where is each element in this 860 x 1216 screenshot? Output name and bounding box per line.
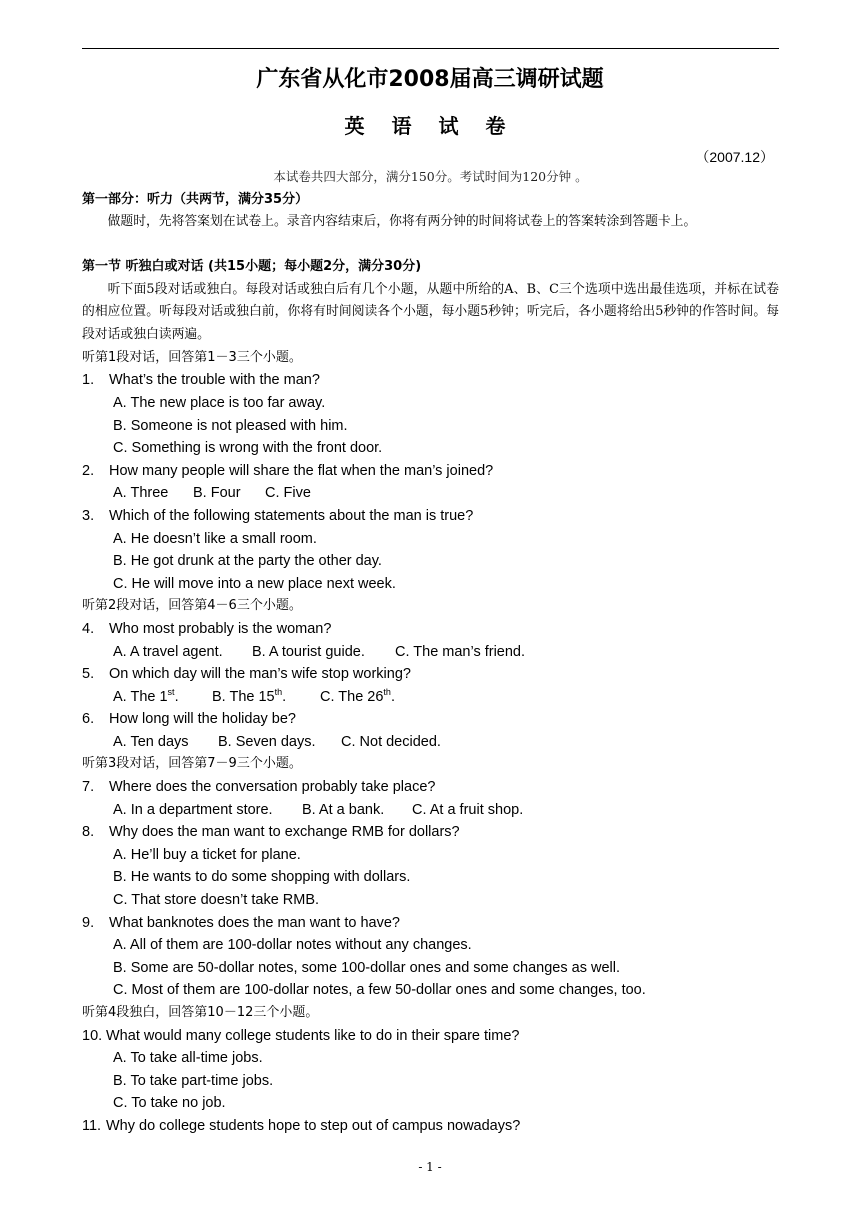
exam-date: （2007.12） [695,149,774,165]
options-row [82,641,779,664]
header-rule [82,48,779,49]
question-5 [82,663,779,686]
page-title: 广东省从化市2008届高三调研试题 [256,67,604,92]
question-7 [82,776,779,799]
option-c: C. Five [265,485,311,502]
option-b: B. He got drunk at the party the other day. [113,553,382,570]
question-text: Where does the conversation probably take place? [109,779,436,796]
question-number: 7. [82,779,95,796]
group-heading-1: 听第1段对话，回答第1－3三个小题。 [82,349,302,365]
option-b: B. At a bank. [302,801,385,818]
question-number: 8. [82,824,95,841]
option-a: A. The 1st. [113,686,179,705]
question-number: 6. [82,711,95,728]
exam-body [82,166,779,1138]
question-number: 11. [82,1117,102,1134]
question-text: Why do college students hope to step out of campus nowadays? [106,1117,521,1134]
option-b: B. Four [193,485,241,502]
group-heading-2: 听第2段对话，回答第4－6三个小题。 [82,598,302,614]
option-a: A. To take all-time jobs. [113,1050,263,1067]
option-c: C. To take no job. [113,1095,226,1112]
option-a: A. He’ll buy a ticket for plane. [113,846,301,863]
question-number: 5. [82,666,95,683]
question-number: 3. [82,507,95,524]
option-b: B. He wants to do some shopping with dollars. [113,869,411,886]
page-number: - 1 - [418,1160,442,1174]
question-8 [82,821,779,844]
option-b: B. To take part-time jobs. [113,1072,274,1089]
question-3 [82,505,779,528]
option-c: C. The 26th. [320,686,395,705]
question-number: 10. [82,1027,103,1044]
question-2 [82,460,779,483]
option-a: A. The new place is too far away. [113,394,326,411]
option-c: C. That store doesn’t take RMB. [113,892,320,909]
question-6 [82,708,779,731]
option-b: B. Someone is not pleased with him. [113,417,348,434]
option-b: B. Some are 50-dollar notes, some 100-dollar ones and some changes as well. [113,959,620,976]
question-text: What’s the trouble with the man? [109,372,320,389]
option-c: C. Not decided. [341,733,441,750]
question-number: 2. [82,462,95,479]
option-b: B. The 15th. [212,686,287,705]
exam-intro: 本试卷共四大部分，满分150分。考试时间为120分钟 。 [273,169,588,184]
page-subtitle: 英 语 试 卷 [344,114,516,138]
part1-instruction: 做题时，先将答案划在试卷上。录音内容结束后，你将有两分钟的时间将试卷上的答案转涂到答题卡上。 [107,214,697,230]
option-c: C. He will move into a new place next week. [113,575,396,592]
options-row [82,731,779,754]
question-text: How long will the holiday be? [109,711,296,728]
question-text: What banknotes does the man want to have? [109,914,400,931]
option-a: A. All of them are 100-dollar notes without any changes. [113,937,472,954]
question-number: 4. [82,620,95,637]
option-a: A. A travel agent. [113,643,223,660]
question-text: Which of the following statements about the man is true? [109,507,474,524]
question-4 [82,618,779,641]
options-row [82,686,779,709]
group-heading-4: 听第4段独白，回答第10－12三个小题。 [82,1005,319,1020]
question-11 [82,1115,779,1138]
options-row [82,482,779,505]
option-c: C. At a fruit shop. [412,801,524,818]
question-text: What would many college students like to do in their spare time? [106,1027,520,1044]
question-1 [82,369,779,392]
question-10 [82,1025,779,1048]
option-a: A. Ten days [113,733,189,750]
options-row [82,799,779,822]
question-9 [82,912,779,935]
question-text: Why does the man want to exchange RMB for dollars? [109,824,460,841]
question-number: 9. [82,914,95,931]
option-a: A. He doesn’t like a small room. [113,530,317,547]
question-text: How many people will share the flat when the man’s joined? [109,462,494,479]
question-text: On which day will the man’s wife stop working? [109,666,411,683]
option-c: C. Something is wrong with the front door. [113,440,383,457]
section1-heading: 第一节 听独白或对话 (共15小题；每小题2分，满分30分) [82,259,422,275]
question-text: Who most probably is the woman? [109,620,332,637]
option-b: B. Seven days. [218,733,316,750]
option-c: C. The man’s friend. [395,643,526,660]
group-heading-3: 听第3段对话，回答第7－9三个小题。 [82,756,302,772]
section1-instruction: 听下面5段对话或独白。每段对话或独白后有几个小题，从题中所给的A、B、C三个选项中选出最佳选项，并标在试卷的相应位置。听每段对话或独白前，你将有时间阅读各个小题，每小题5秒钟；听完后，各小题将给出5秒钟的作答时间。每段对话或独白读两遍。 [82,281,779,342]
question-number: 1. [82,372,95,389]
option-c: C. Most of them are 100-dollar notes, a few 50-dollar ones and some changes, too. [113,982,646,999]
option-a: A. Three [113,485,169,502]
option-b: B. A tourist guide. [252,643,365,660]
option-a: A. In a department store. [113,801,273,818]
part1-heading: 第一部分：听力（共两节，满分35分） [82,191,309,207]
